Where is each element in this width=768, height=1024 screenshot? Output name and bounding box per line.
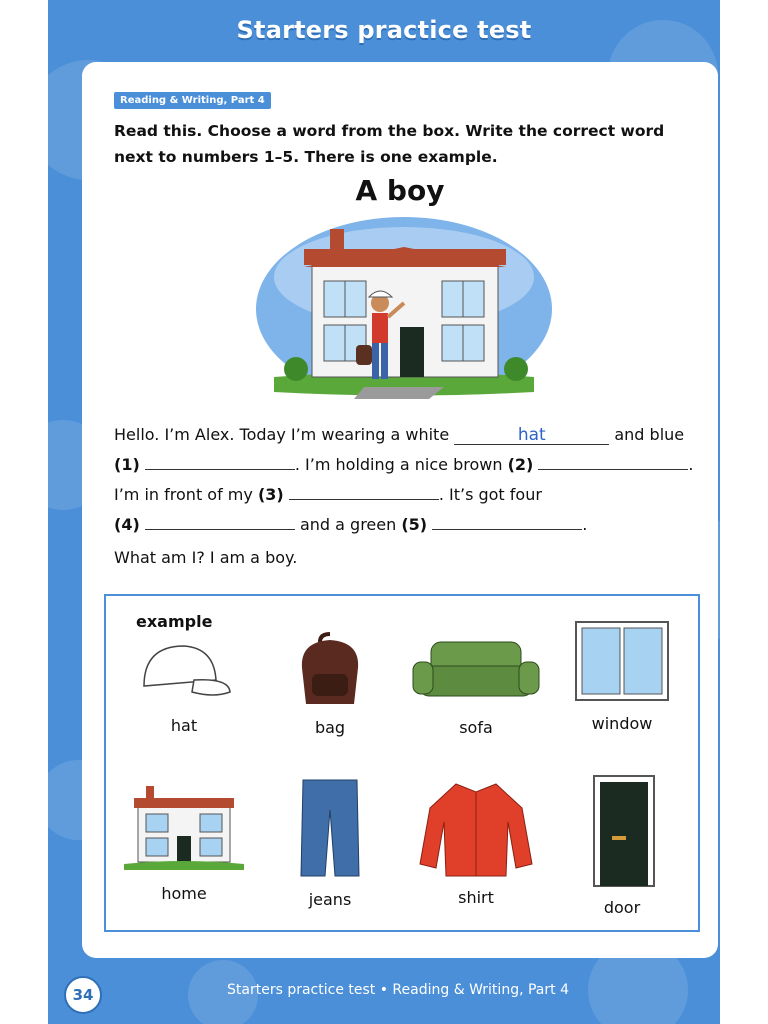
home-icon: [124, 784, 244, 874]
word-item-hat: [114, 636, 254, 735]
question-number-1: (1): [114, 455, 140, 474]
word-item-jeans: [260, 776, 400, 909]
sofa-icon: [411, 632, 541, 708]
example-answer: hat: [454, 426, 609, 445]
word-item-shirt: [406, 778, 546, 907]
story-line-3a: I’m in front of my: [114, 485, 253, 504]
answer-blank-4[interactable]: [145, 515, 295, 530]
instructions: Read this. Choose a word from the box. Write the correct word next to numbers 1–5. There is one example.: [114, 122, 665, 166]
section-tag: Reading & Writing, Part 4: [114, 92, 271, 109]
story-line-4a: and a green: [299, 515, 397, 534]
story-text: [114, 420, 694, 540]
window-icon: [572, 618, 672, 704]
hat-icon: [134, 636, 234, 706]
story-title: A boy: [355, 174, 445, 207]
story-line-1b: and blue: [614, 425, 685, 444]
word-item-window: [552, 618, 692, 733]
story-line-2b: .: [688, 455, 694, 474]
word-label-sofa: sofa: [459, 718, 493, 737]
footer-text: Starters practice test • Reading & Writing, Part 4: [227, 982, 569, 998]
story-line-1a: Hello. I’m Alex. Today I’m wearing a white: [114, 425, 450, 444]
bag-icon: [290, 628, 370, 708]
example-label: example: [136, 612, 213, 631]
page-background: [48, 0, 720, 1024]
question-number-3: (3): [257, 485, 284, 504]
word-label-jeans: jeans: [308, 890, 352, 909]
story-line-3b: . It’s got four: [438, 485, 542, 504]
answer-blank-3[interactable]: [289, 485, 439, 500]
word-item-bag: [260, 628, 400, 737]
word-box: [104, 594, 700, 932]
word-label-window: window: [591, 714, 653, 733]
question-number-5: (5): [401, 515, 428, 534]
shirt-icon: [416, 778, 536, 878]
answer-blank-2[interactable]: [538, 455, 688, 470]
word-label-home: home: [161, 884, 207, 903]
word-label-door: door: [603, 898, 641, 917]
worksheet-card: [82, 62, 718, 958]
word-item-door: [552, 772, 692, 917]
story-line-2a: . I’m holding a nice brown: [294, 455, 503, 474]
page-title: Starters practice test: [236, 16, 532, 44]
word-label-shirt: shirt: [458, 888, 494, 907]
question-number-2: (2): [507, 455, 534, 474]
word-label-bag: bag: [314, 718, 346, 737]
word-label-hat: hat: [170, 716, 198, 735]
page-number: 34: [64, 976, 102, 1014]
final-question: What am I? I am a boy.: [114, 548, 298, 567]
story-line-4b: .: [582, 515, 588, 534]
word-item-sofa: [406, 632, 546, 737]
door-icon: [572, 772, 672, 888]
answer-blank-5[interactable]: [432, 515, 582, 530]
house-boy-illustration: [254, 217, 554, 407]
word-item-home: [114, 784, 254, 903]
answer-blank-1[interactable]: [145, 455, 295, 470]
question-number-4: (4): [114, 515, 140, 534]
jeans-icon: [295, 776, 365, 880]
